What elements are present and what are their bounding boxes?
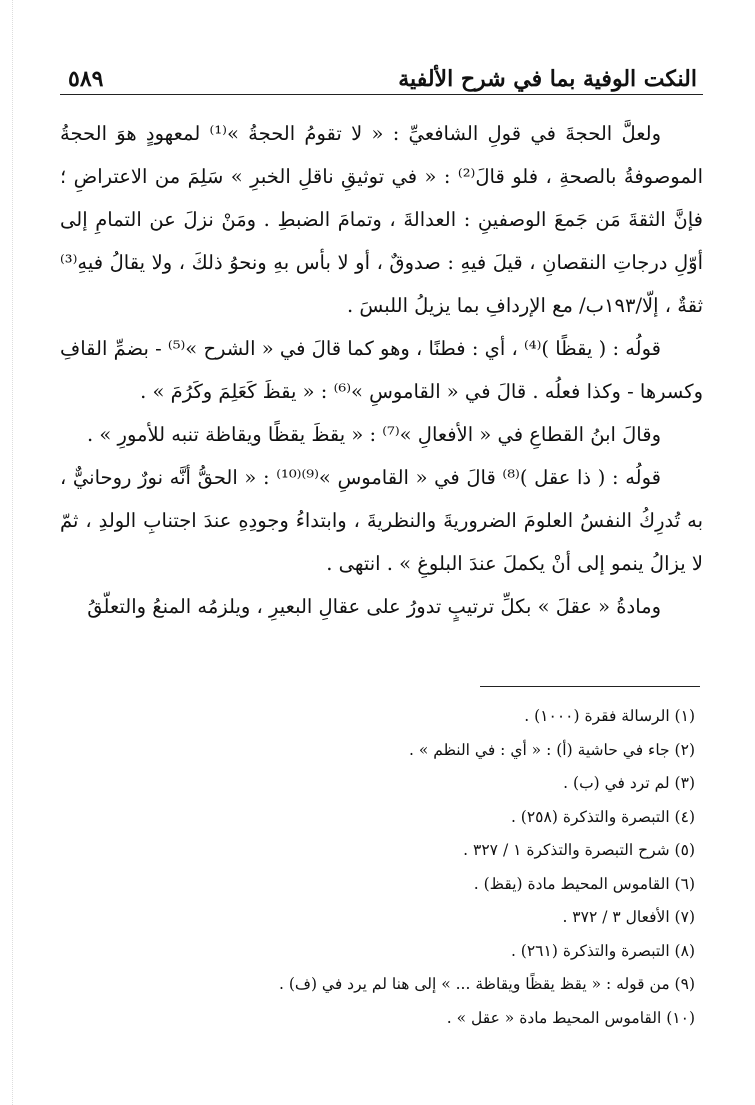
footnote-separator (480, 686, 700, 687)
footnote: (٤) التبصرة والتذكرة (٢٥٨) . (510, 807, 695, 826)
paragraph: قولُه : ( يقظًا )⁽⁴⁾ ، أي : فطنًا ، وهو كما قالَ في « الشرح »⁽⁵⁾ - بضمِّ القافِ وكسرها - وكذا فعلُه . قالَ في « القاموسِ »⁽⁶⁾ : « يقظَ كَعَلِمَ وكَرُمَ » . (60, 337, 703, 403)
paragraph: ومادةُ « عقلَ » بكلِّ ترتيبٍ تدورُ على عقالِ البعيرِ ، ويلزمُه المنعُ والتعلّقُ (87, 595, 661, 618)
footnote: (٥) شرح التبصرة والتذكرة ١ / ٣٢٧ . (463, 841, 695, 859)
footnote: (٨) التبصرة والتذكرة (٢٦١) . (510, 941, 695, 960)
running-header (68, 52, 697, 92)
footnote: (٢) جاء في حاشية (أ) : « أي : في النظم » . (408, 740, 695, 759)
footnote: (٩) من قوله : « يقظ يقظًا ويقاظة ... » إلى هنا لم يرد في (ف) . (278, 975, 695, 993)
main-text (60, 112, 703, 628)
footnotes (60, 700, 703, 1035)
scan-edge (12, 0, 13, 1105)
page-number: ٥٨٩ (68, 66, 104, 92)
header-rule (60, 94, 703, 95)
paragraph: قولُه : ( ذا عقل )⁽⁸⁾ قالَ في « القاموسِ »⁽⁹⁾⁽¹⁰⁾ : « الحقُّ أنَّه نورٌ روحانيٌّ ، به تُدرِكُ النفسُ العلومَ الضروريةَ والنظريةَ ، وابتداءُ وجودِهِ عندَ اجتنابِ الولدِ ، ثمّ لا يزالُ ينمو إلى أنْ يكملَ عندَ البلوغِ » . انتهى . (60, 466, 703, 575)
footnote: (٦) القاموس المحيط مادة (يقظ) . (473, 874, 695, 893)
running-title: النكت الوفية بما في شرح الألفية (398, 66, 697, 92)
footnote: (١٠) القاموس المحيط مادة « عقل » . (446, 1008, 695, 1027)
footnote: (١) الرسالة فقرة (١٠٠٠) . (524, 707, 695, 725)
footnote: (٣) لم ترد في (ب) . (563, 774, 695, 792)
footnote: (٧) الأفعال ٣ / ٣٧٢ . (562, 908, 695, 926)
paragraph: ولعلَّ الحجةَ في قولِ الشافعيِّ : « لا تقومُ الحجةُ »⁽¹⁾ لمعهودٍ هوَ الحجةُ الموصوفةُ بالصحةِ ، فلو قالَ⁽²⁾ : « في توثيقِ ناقلِ الخبرِ » سَلِمَ من الاعتراضِ ؛ فإنَّ الثقةَ مَن جَمعَ الوصفينِ : العدالةَ ، وتمامَ الضبطِ . ومَنْ نزلَ عن التمامِ إلى أوّلِ درجاتِ النقصانِ ، قيلَ فيهِ : صدوقٌ ، أو لا بأس بهِ ونحوُ ذلكَ ، ولا يقالُ فيهِ⁽³⁾ ثقةٌ ، إلّا/١٩٣ب/ مع الإردافِ بما يزيلُ اللبسَ . (60, 122, 704, 317)
paragraph: وقالَ ابنُ القطاعِ في « الأفعالِ »⁽⁷⁾ : « يقظَ يقظًا ويقاظة تنبه للأمورِ » . (87, 423, 661, 446)
